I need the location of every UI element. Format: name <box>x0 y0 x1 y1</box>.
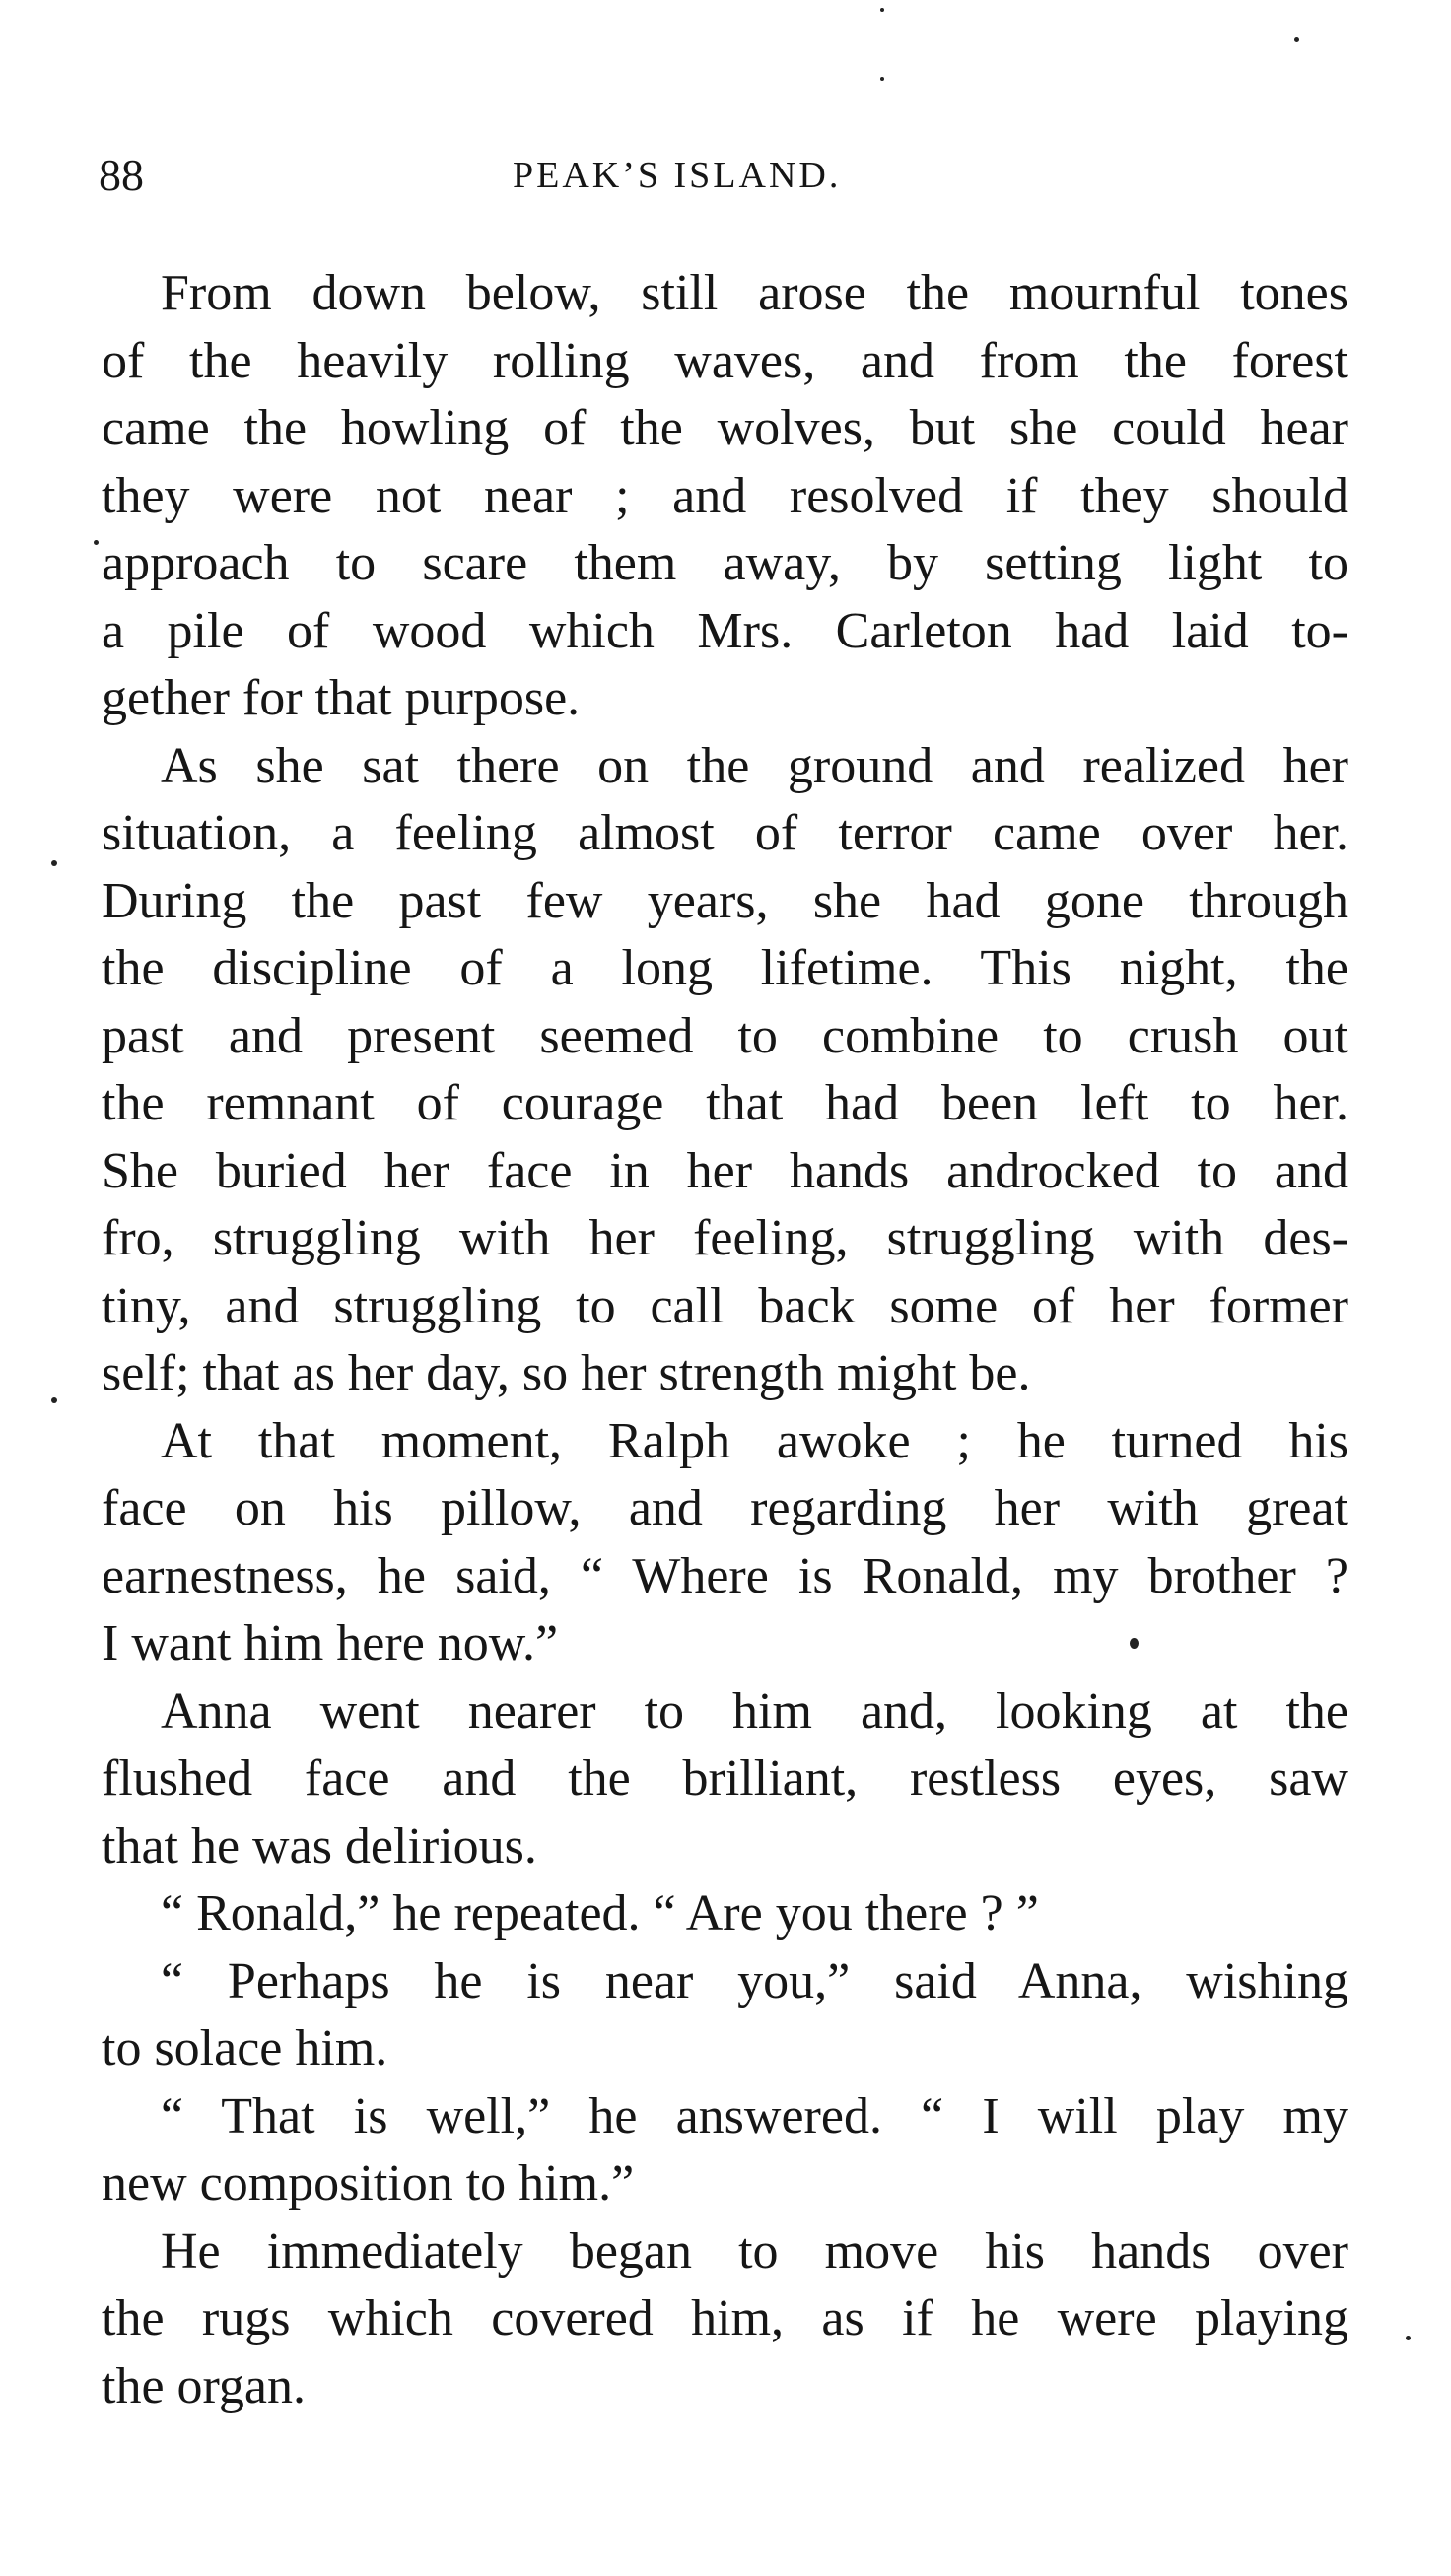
text-line: flushed face and the brilliant, restless eyes, saw <box>102 1750 1348 1806</box>
text-line: He immediately began to move his hands over <box>161 2222 1348 2279</box>
text-line: During the past few years, she had gone through <box>102 872 1348 929</box>
body-text <box>102 260 1348 2420</box>
text-line: She buried her face in her hands androcked to and <box>102 1142 1348 1199</box>
scan-speck <box>1294 37 1299 42</box>
text-line: self; that as her day, so her strength might be. <box>102 1345 1031 1401</box>
page-header <box>99 146 1341 205</box>
text-line: “ Ronald,” he repeated. “ Are you there ? ” <box>161 1885 1039 1941</box>
text-line: new composition to him.” <box>102 2155 635 2211</box>
text-line: fro, struggling with her feeling, struggling with des- <box>102 1210 1348 1266</box>
scan-speck <box>51 860 57 866</box>
scan-speck <box>51 1397 57 1403</box>
text-line: face on his pillow, and regarding her with great <box>102 1480 1348 1536</box>
scan-speck <box>880 8 884 12</box>
text-line: approach to scare them away, by setting light to <box>102 535 1348 591</box>
text-line: “ That is well,” he answered. “ I will play my <box>161 2087 1348 2144</box>
text-line: the organ. <box>102 2357 306 2414</box>
text-line: I want him here now.” <box>102 1615 559 1671</box>
text-line: At that moment, Ralph awoke ; he turned his <box>161 1412 1348 1469</box>
text-line: the discipline of a long lifetime. This night, the <box>102 940 1348 996</box>
text-line: of the heavily rolling waves, and from the forest <box>102 332 1348 389</box>
text-line: “ Perhaps he is near you,” said Anna, wishing <box>161 1952 1348 2009</box>
scan-speck <box>1130 1638 1139 1649</box>
text-line: As she sat there on the ground and realized her <box>161 737 1348 794</box>
text-line: a pile of wood which Mrs. Carleton had laid to- <box>102 602 1348 659</box>
text-line: the rugs which covered him, as if he were playing <box>102 2290 1348 2346</box>
text-line: they were not near ; and resolved if they should <box>102 467 1348 524</box>
scan-speck <box>880 77 884 81</box>
text-line: to solace him. <box>102 2020 388 2076</box>
text-line: past and present seemed to combine to crush out <box>102 1007 1348 1064</box>
scan-speck <box>94 540 99 545</box>
text-line: situation, a feeling almost of terror came over her. <box>102 805 1348 861</box>
scan-speck <box>1406 2336 1411 2340</box>
text-line: gether for that purpose. <box>102 670 581 726</box>
text-line: From down below, still arose the mournful tones <box>161 265 1348 321</box>
text-line: earnestness, he said, “ Where is Ronald, my brother ? <box>102 1547 1348 1604</box>
text-line: tiny, and struggling to call back some of her former <box>102 1277 1348 1334</box>
running-title: PEAK’S ISLAND. <box>513 155 842 196</box>
text-line: Anna went nearer to him and, looking at the <box>161 1682 1348 1739</box>
page-number: 88 <box>99 150 144 200</box>
text-line: the remnant of courage that had been left to her. <box>102 1075 1348 1131</box>
text-line: came the howling of the wolves, but she could hear <box>102 400 1348 456</box>
text-line: that he was delirious. <box>102 1817 537 1874</box>
